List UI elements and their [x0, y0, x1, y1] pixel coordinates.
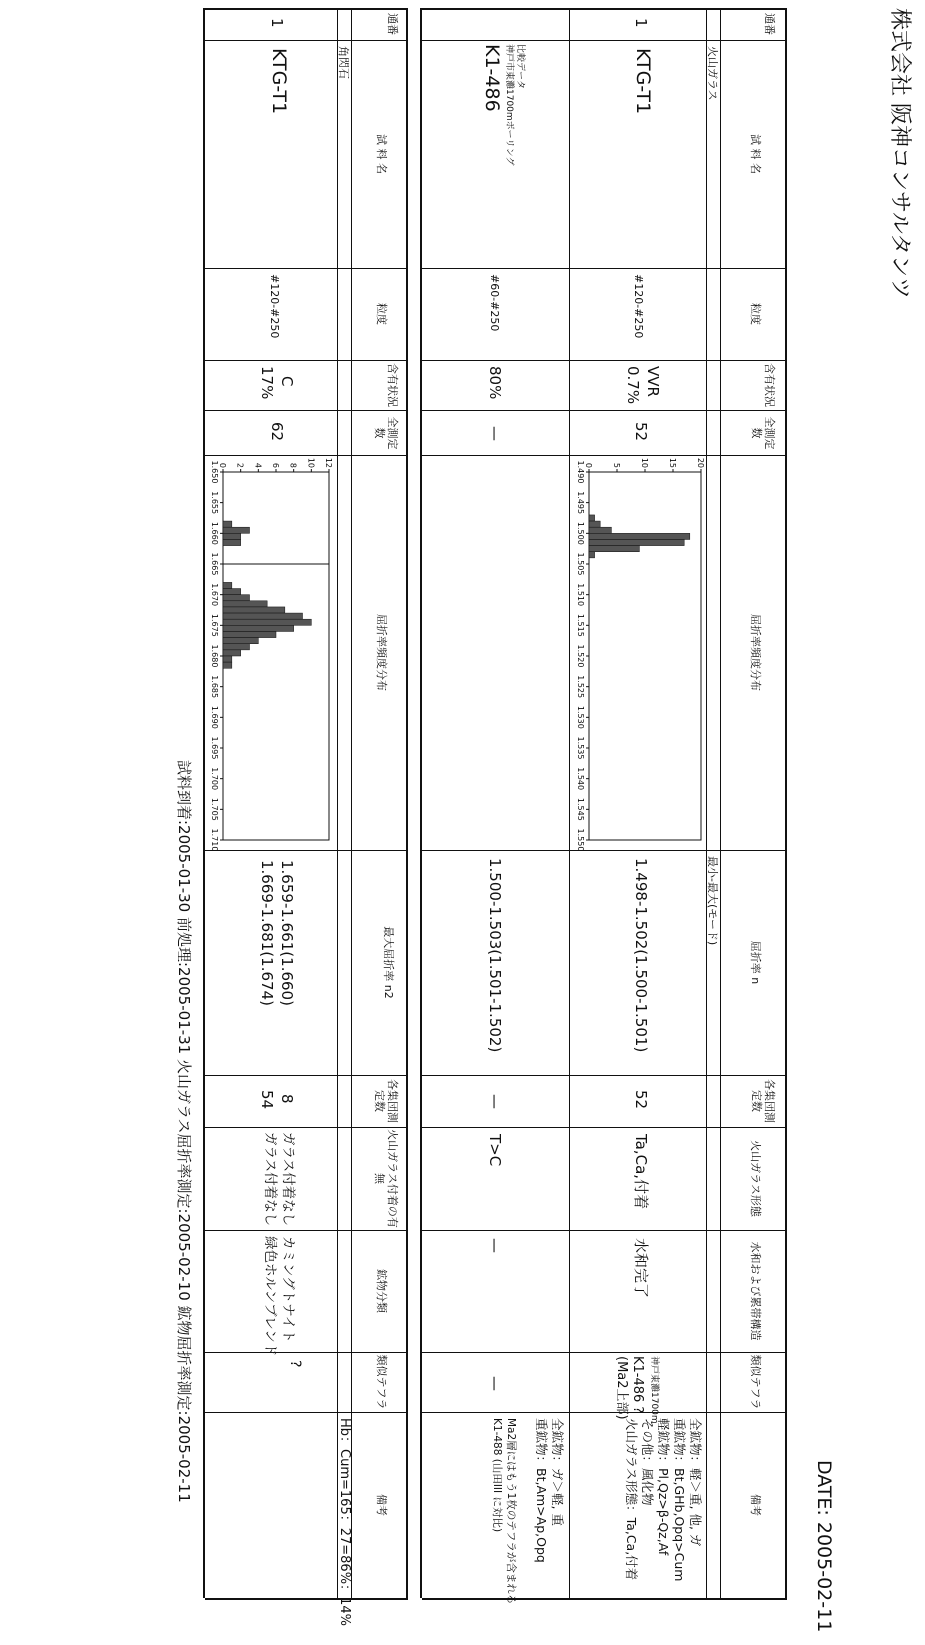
header-similar-tephra: 類似テフラ: [375, 1354, 388, 1410]
x-tick-label: 1.680: [210, 644, 219, 668]
histogram-bar: [223, 656, 232, 662]
mineral-class-question: ?: [287, 1360, 303, 1368]
header-grain: 粒度: [375, 303, 388, 325]
similar-tephra: —: [486, 1376, 504, 1391]
histogram-bar: [223, 607, 285, 613]
comparison-label: 比較データ: [515, 44, 525, 90]
header-remarks: 備考: [375, 1494, 388, 1516]
refractive-index: 1.500-1.503(1.501-1.502): [486, 858, 504, 1053]
mineral-class: カミングトナイト: [280, 1236, 296, 1343]
x-tick-label: 1.490: [576, 460, 585, 484]
remarks-line: 重鉱物：Bt,GHb,Opq>Cum: [672, 1418, 687, 1582]
max-refractive-index: 1.669-1.681(1.674): [258, 860, 276, 1006]
y-tick-label: 10: [640, 457, 649, 468]
histogram-bar: [223, 601, 267, 607]
x-tick-label: 1.495: [576, 491, 585, 515]
histogram-bar: [223, 527, 250, 533]
comparison-source: 神戸市東灘1700mボーリング: [504, 44, 514, 166]
y-tick-label: 6: [271, 462, 280, 468]
y-tick-label: 8: [288, 462, 298, 468]
y-tick-label: 5: [612, 462, 621, 468]
histogram-bar: [223, 533, 241, 539]
header-mineral-class: 鉱物分類: [375, 1269, 388, 1313]
section-label-hornblende: 角閃石: [337, 46, 350, 79]
header-glass-shape: 火山ガラス形態: [749, 1140, 762, 1217]
x-tick-label: 1.650: [210, 460, 219, 484]
x-tick-label: 1.545: [576, 797, 585, 821]
x-tick-label: 1.550: [576, 828, 585, 850]
y-tick-label: 15: [668, 457, 677, 468]
similar-tephra-source: 神戸東灘1700m: [649, 1356, 659, 1424]
date-label: DATE: 2005-02-11: [813, 1460, 835, 1633]
glass-shape: Ta,Ca,付着: [632, 1134, 650, 1210]
group-count: 52: [632, 1090, 650, 1110]
remarks-line: 重鉱物：Bt,Am>Ap,Opq: [534, 1418, 549, 1563]
histogram-bar: [223, 589, 241, 595]
content-percent: 80%: [486, 366, 504, 400]
histogram-bar: [223, 595, 250, 601]
x-tick-label: 1.525: [576, 675, 585, 699]
mineral-class: 緑色ホルンブレンド: [262, 1236, 278, 1357]
x-tick-label: 1.540: [576, 767, 585, 791]
y-tick-label: 10: [306, 457, 316, 468]
hydration-status: 水和完了: [632, 1238, 650, 1299]
header-similar-tephra: 類似テフラ: [749, 1354, 762, 1410]
histogram-bar: [223, 539, 241, 545]
x-tick-label: 1.700: [210, 767, 219, 791]
x-tick-label: 1.500: [576, 521, 585, 545]
sample-name: K1-486: [481, 44, 503, 112]
header-sample: 試 料 名: [749, 134, 762, 174]
header-refractive-index: 屈折率 n: [749, 940, 762, 985]
y-tick-label: 4: [253, 462, 263, 468]
sample-name: KTG-T1: [632, 48, 654, 115]
histogram-bar: [589, 533, 690, 539]
header-distribution: 屈折率頻度分布: [749, 614, 762, 691]
y-tick-label: 0: [584, 462, 593, 468]
content-percent: 0.7%: [624, 366, 642, 405]
refractive-index: 1.498-1.502(1.500-1.501): [632, 858, 650, 1053]
hornblende-ri-histogram: [205, 456, 337, 850]
x-tick-label: 1.655: [210, 491, 219, 515]
content-status: C: [278, 376, 296, 387]
histogram-bar: [223, 613, 303, 619]
total-count: 62: [268, 422, 286, 442]
remarks-line: 全鉱物：ガ＞軽, 重: [550, 1418, 565, 1526]
x-tick-label: 1.690: [210, 705, 219, 729]
section-label-glass: 火山ガラス: [706, 46, 719, 101]
header-no: 通番: [763, 13, 776, 35]
group-count: 8: [278, 1094, 296, 1104]
content-status: VVR: [644, 366, 662, 397]
similar-tephra-note: (Ma2上部): [614, 1356, 629, 1420]
max-refractive-index: 1.659-1.661(1.660): [278, 860, 296, 1006]
x-tick-label: 1.510: [576, 583, 585, 607]
total-count: —: [486, 426, 504, 441]
x-tick-label: 1.695: [210, 736, 219, 760]
x-tick-label: 1.515: [576, 613, 585, 637]
grain-size: #120-#250: [268, 274, 281, 339]
header-sample: 試 料 名: [375, 134, 388, 174]
content-percent: 17%: [258, 366, 276, 400]
glass-ri-histogram: [570, 456, 706, 850]
histogram-bar: [223, 625, 294, 631]
hydration-status: —: [486, 1238, 504, 1253]
header-groups: 各集団測定数: [373, 1079, 399, 1123]
histogram-bar: [223, 582, 232, 588]
y-tick-label: 12: [324, 457, 333, 468]
header-groups: 各集団測定数: [750, 1079, 776, 1123]
remarks-line: 全鉱物：軽＞重, 他, ガ: [688, 1418, 703, 1547]
company-name: 株式会社 阪神コンサルタンツ: [887, 8, 912, 300]
header-remarks: 備考: [749, 1494, 762, 1516]
row-number: 1: [632, 18, 650, 28]
x-tick-label: 1.685: [210, 675, 219, 699]
x-tick-label: 1.665: [210, 552, 219, 576]
total-count: 52: [632, 422, 650, 442]
group-count: 54: [258, 1090, 276, 1110]
header-total: 全測定数: [373, 416, 399, 450]
x-tick-label: 1.520: [576, 644, 585, 668]
histogram-bar: [223, 650, 241, 656]
similar-tephra: K1-486 ?: [630, 1356, 645, 1414]
remarks-line: 火山ガラス形態：Ta,Ca,付着: [624, 1418, 639, 1581]
y-tick-label: 2: [235, 462, 245, 468]
histogram-bar: [589, 546, 639, 552]
glass-adhesion: ガラス付着なし: [262, 1132, 278, 1227]
remarks-line: Ma2層にはもう1枚のテフラが含まれる: [505, 1418, 517, 1605]
header-glass-adhesion: 火山ガラス付着の有無: [373, 1129, 399, 1228]
ri-subheader: 最小-最大(モード): [706, 856, 719, 946]
group-count: —: [486, 1094, 504, 1109]
sample-name: KTG-T1: [268, 48, 290, 115]
remarks-line: その他：風化物: [640, 1418, 655, 1506]
header-no: 通番: [386, 13, 399, 35]
header-total: 全測定数: [750, 416, 776, 450]
header-content: 含有状況: [386, 363, 399, 407]
histogram-bar: [223, 638, 258, 644]
histogram-bar: [589, 552, 595, 558]
histogram-bar: [589, 539, 684, 545]
processing-dates: 試料到着:2005-01-30 前処理:2005-01-31 火山ガラス屈折率測定:2005-02-10 鉱物屈折率測定:2005-02-11: [175, 760, 193, 1503]
x-tick-label: 1.675: [210, 613, 219, 637]
histogram-bar: [589, 527, 611, 533]
grain-size: #60-#250: [488, 274, 501, 332]
histogram-bar: [223, 644, 250, 650]
glass-adhesion: ガラス付着なし: [280, 1132, 296, 1227]
x-tick-label: 1.710: [210, 828, 219, 850]
header-max-refractive-index: 最大屈折率 n2: [382, 926, 395, 999]
x-tick-label: 1.660: [210, 521, 219, 545]
remarks-line: K1-488 (山田III に対比): [491, 1418, 503, 1533]
mineral-ratio-summary: Hb：Cum=165：27=86%：14%: [337, 1418, 352, 1626]
x-tick-label: 1.670: [210, 583, 219, 607]
histogram-bar: [223, 662, 232, 668]
row-number: 1: [268, 18, 286, 28]
histogram-bar: [223, 631, 276, 637]
x-tick-label: 1.535: [576, 736, 585, 760]
x-tick-label: 1.530: [576, 705, 585, 729]
header-hydration: 水和および累帯構造: [749, 1241, 762, 1341]
histogram-bar: [223, 619, 311, 625]
glass-shape: T>C: [486, 1134, 504, 1167]
x-tick-label: 1.505: [576, 552, 585, 576]
histogram-bar: [223, 521, 232, 527]
header-distribution: 屈折率頻度分布: [375, 614, 388, 691]
histogram-bar: [589, 515, 595, 521]
x-tick-label: 1.705: [210, 797, 219, 821]
header-grain: 粒度: [749, 303, 762, 325]
y-tick-label: 0: [218, 462, 227, 468]
grain-size: #120-#250: [632, 274, 645, 339]
header-content: 含有状況: [763, 363, 776, 407]
y-tick-label: 20: [696, 457, 705, 468]
histogram-bar: [589, 521, 600, 527]
remarks-line: 軽鉱物：Pl,Qz>β-Qz,Af: [656, 1418, 671, 1556]
